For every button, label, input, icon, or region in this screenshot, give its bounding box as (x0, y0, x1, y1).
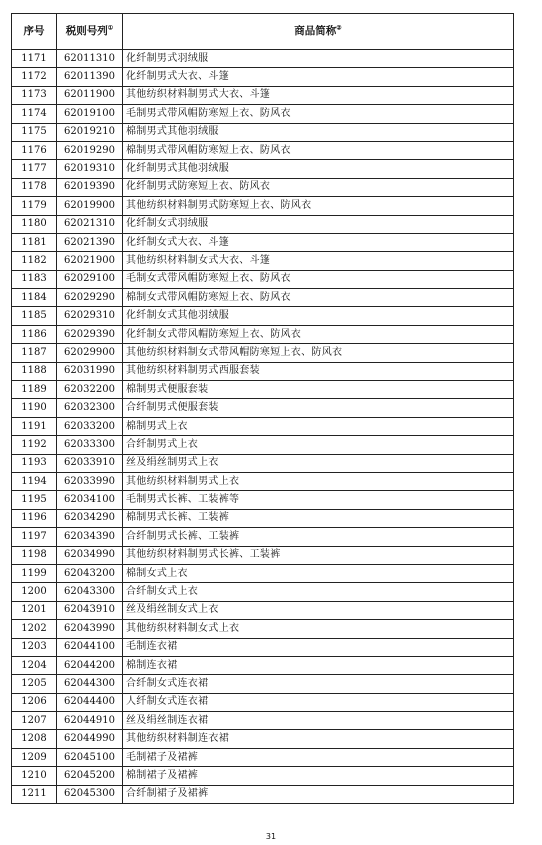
product-name-cell: 合纤制男式便服套装 (123, 399, 514, 417)
table-body (12, 50, 514, 804)
tariff-code-cell: 62033300 (57, 436, 123, 454)
serial-number-cell: 1192 (12, 436, 57, 454)
serial-number-cell: 1185 (12, 307, 57, 325)
serial-number-cell: 1189 (12, 381, 57, 399)
product-name-cell: 人纤制女式连衣裙 (123, 693, 514, 711)
product-name-cell: 棉制连衣裙 (123, 656, 514, 674)
product-name-cell: 其他纺织材料制男式长裤、工装裤 (123, 546, 514, 564)
table-row (12, 68, 514, 86)
tariff-code-cell: 62019290 (57, 141, 123, 159)
product-name-cell: 棉制男式长裤、工装裤 (123, 509, 514, 527)
serial-number-cell: 1177 (12, 160, 57, 178)
header-product-name (123, 14, 514, 50)
table-row (12, 399, 514, 417)
product-name-cell: 丝及绢丝制女式上衣 (123, 601, 514, 619)
serial-number-cell: 1204 (12, 656, 57, 674)
product-name-cell: 其他纺织材料制男式上衣 (123, 472, 514, 490)
product-name-cell: 合纤制男式长裤、工装裤 (123, 528, 514, 546)
product-name-cell: 其他纺织材料制女式带风帽防寒短上衣、防风衣 (123, 344, 514, 362)
table-row (12, 675, 514, 693)
tariff-code-cell: 62032300 (57, 399, 123, 417)
table-row (12, 638, 514, 656)
table-row (12, 50, 514, 68)
product-name-cell: 其他纺织材料制女式上衣 (123, 620, 514, 638)
serial-number-cell: 1190 (12, 399, 57, 417)
product-name-cell: 毛制男式带风帽防寒短上衣、防风衣 (123, 105, 514, 123)
tariff-code-cell: 62034390 (57, 528, 123, 546)
serial-number-cell: 1179 (12, 197, 57, 215)
serial-number-cell: 1182 (12, 252, 57, 270)
tariff-table (11, 13, 514, 804)
tariff-code-cell: 62019900 (57, 197, 123, 215)
tariff-code-cell: 62011900 (57, 86, 123, 104)
serial-number-cell: 1195 (12, 491, 57, 509)
tariff-code-cell: 62043200 (57, 564, 123, 582)
tariff-code-cell: 62045200 (57, 767, 123, 785)
serial-number-cell: 1171 (12, 50, 57, 68)
tariff-code-cell: 62019310 (57, 160, 123, 178)
table-row (12, 381, 514, 399)
tariff-code-cell: 62044990 (57, 730, 123, 748)
product-name-cell: 棉制男式便服套装 (123, 381, 514, 399)
table-row (12, 307, 514, 325)
tariff-code-cell: 62043300 (57, 583, 123, 601)
serial-number-cell: 1181 (12, 233, 57, 251)
tariff-code-cell: 62032200 (57, 381, 123, 399)
tariff-code-cell: 62044400 (57, 693, 123, 711)
table-row (12, 712, 514, 730)
serial-number-cell: 1209 (12, 748, 57, 766)
table-row (12, 417, 514, 435)
product-name-cell: 棉制女式带风帽防寒短上衣、防风衣 (123, 289, 514, 307)
product-name-cell: 棉制男式其他羽绒服 (123, 123, 514, 141)
tariff-code-cell: 62019390 (57, 178, 123, 196)
tariff-code-cell: 62029390 (57, 325, 123, 343)
table-row (12, 730, 514, 748)
table-row (12, 123, 514, 141)
product-name-cell: 化纤制男式防寒短上衣、防风衣 (123, 178, 514, 196)
table-row (12, 178, 514, 196)
tariff-code-cell: 62033200 (57, 417, 123, 435)
product-name-cell: 毛制男式长裤、工装裤等 (123, 491, 514, 509)
table-row (12, 454, 514, 472)
table-row (12, 233, 514, 251)
table-row (12, 362, 514, 380)
table-row (12, 785, 514, 803)
serial-number-cell: 1203 (12, 638, 57, 656)
table-header (12, 14, 514, 50)
product-name-cell: 化纤制男式羽绒服 (123, 50, 514, 68)
tariff-code-cell: 62031990 (57, 362, 123, 380)
footnote-marker-2: ② (336, 24, 342, 32)
product-name-cell: 毛制裙子及裙裤 (123, 748, 514, 766)
table-row (12, 197, 514, 215)
tariff-code-cell: 62045300 (57, 785, 123, 803)
header-product-name-label: 商品简称 (294, 25, 337, 38)
footnote-marker-1: ① (107, 24, 114, 32)
table-row (12, 344, 514, 362)
table-row (12, 767, 514, 785)
product-name-cell: 毛制女式带风帽防寒短上衣、防风衣 (123, 270, 514, 288)
table-row (12, 472, 514, 490)
serial-number-cell: 1205 (12, 675, 57, 693)
product-name-cell: 合纤制女式上衣 (123, 583, 514, 601)
header-serial-number (12, 14, 57, 50)
table-row (12, 564, 514, 582)
serial-number-cell: 1184 (12, 289, 57, 307)
serial-number-cell: 1186 (12, 325, 57, 343)
serial-number-cell: 1191 (12, 417, 57, 435)
tariff-code-cell: 62044100 (57, 638, 123, 656)
table-row (12, 583, 514, 601)
serial-number-cell: 1173 (12, 86, 57, 104)
product-name-cell: 棉制裙子及裙裤 (123, 767, 514, 785)
header-serial-number-label: 序号 (23, 25, 45, 38)
table-row (12, 546, 514, 564)
product-name-cell: 棉制男式带风帽防寒短上衣、防风衣 (123, 141, 514, 159)
tariff-code-cell: 62029900 (57, 344, 123, 362)
tariff-code-cell: 62034990 (57, 546, 123, 564)
table-row (12, 105, 514, 123)
table-row (12, 215, 514, 233)
serial-number-cell: 1208 (12, 730, 57, 748)
table-row (12, 252, 514, 270)
tariff-code-cell: 62044200 (57, 656, 123, 674)
serial-number-cell: 1198 (12, 546, 57, 564)
table-row (12, 693, 514, 711)
tariff-code-cell: 62044300 (57, 675, 123, 693)
tariff-code-cell: 62033990 (57, 472, 123, 490)
product-name-cell: 化纤制男式其他羽绒服 (123, 160, 514, 178)
serial-number-cell: 1206 (12, 693, 57, 711)
product-name-cell: 丝及绢丝制连衣裙 (123, 712, 514, 730)
tariff-code-cell: 62045100 (57, 748, 123, 766)
table-row (12, 141, 514, 159)
table-row (12, 86, 514, 104)
product-name-cell: 其他纺织材料制连衣裙 (123, 730, 514, 748)
tariff-code-cell: 62029290 (57, 289, 123, 307)
product-name-cell: 棉制女式上衣 (123, 564, 514, 582)
tariff-code-cell: 62044910 (57, 712, 123, 730)
serial-number-cell: 1201 (12, 601, 57, 619)
product-name-cell: 化纤制女式其他羽绒服 (123, 307, 514, 325)
product-name-cell: 合纤制女式连衣裙 (123, 675, 514, 693)
product-name-cell: 化纤制女式大衣、斗篷 (123, 233, 514, 251)
tariff-code-cell: 62021390 (57, 233, 123, 251)
serial-number-cell: 1180 (12, 215, 57, 233)
serial-number-cell: 1210 (12, 767, 57, 785)
serial-number-cell: 1172 (12, 68, 57, 86)
serial-number-cell: 1187 (12, 344, 57, 362)
serial-number-cell: 1176 (12, 141, 57, 159)
product-name-cell: 毛制连衣裙 (123, 638, 514, 656)
table-row (12, 509, 514, 527)
serial-number-cell: 1196 (12, 509, 57, 527)
serial-number-cell: 1197 (12, 528, 57, 546)
tariff-code-cell: 62021310 (57, 215, 123, 233)
serial-number-cell: 1200 (12, 583, 57, 601)
product-name-cell: 丝及绢丝制男式上衣 (123, 454, 514, 472)
tariff-code-cell: 62034290 (57, 509, 123, 527)
table-row (12, 270, 514, 288)
serial-number-cell: 1211 (12, 785, 57, 803)
table-row (12, 656, 514, 674)
product-name-cell: 合纤制男式上衣 (123, 436, 514, 454)
table-row (12, 160, 514, 178)
tariff-code-cell: 62043910 (57, 601, 123, 619)
header-tariff-code (57, 14, 123, 50)
tariff-code-cell: 62029100 (57, 270, 123, 288)
serial-number-cell: 1188 (12, 362, 57, 380)
header-row (12, 14, 514, 50)
table-row (12, 491, 514, 509)
serial-number-cell: 1183 (12, 270, 57, 288)
product-name-cell: 其他纺织材料制男式西服套装 (123, 362, 514, 380)
product-name-cell: 其他纺织材料制男式大衣、斗篷 (123, 86, 514, 104)
product-name-cell: 其他纺织材料制男式防寒短上衣、防风衣 (123, 197, 514, 215)
serial-number-cell: 1175 (12, 123, 57, 141)
tariff-code-cell: 62033910 (57, 454, 123, 472)
table-row (12, 601, 514, 619)
product-name-cell: 化纤制女式羽绒服 (123, 215, 514, 233)
table-row (12, 436, 514, 454)
product-name-cell: 合纤制裙子及裙裤 (123, 785, 514, 803)
tariff-code-cell: 62019210 (57, 123, 123, 141)
serial-number-cell: 1193 (12, 454, 57, 472)
product-name-cell: 其他纺织材料制女式大衣、斗篷 (123, 252, 514, 270)
product-name-cell: 化纤制男式大衣、斗篷 (123, 68, 514, 86)
table-row (12, 289, 514, 307)
serial-number-cell: 1174 (12, 105, 57, 123)
serial-number-cell: 1178 (12, 178, 57, 196)
table-row (12, 620, 514, 638)
serial-number-cell: 1202 (12, 620, 57, 638)
serial-number-cell: 1194 (12, 472, 57, 490)
product-name-cell: 棉制男式上衣 (123, 417, 514, 435)
table-row (12, 325, 514, 343)
tariff-code-cell: 62029310 (57, 307, 123, 325)
tariff-code-cell: 62011390 (57, 68, 123, 86)
tariff-code-cell: 62034100 (57, 491, 123, 509)
tariff-code-cell: 62019100 (57, 105, 123, 123)
header-tariff-code-label: 税则号列 (65, 25, 108, 38)
table-row (12, 528, 514, 546)
tariff-code-cell: 62021900 (57, 252, 123, 270)
page-number: 31 (265, 832, 277, 841)
tariff-code-cell: 62011310 (57, 50, 123, 68)
product-name-cell: 化纤制女式带风帽防寒短上衣、防风衣 (123, 325, 514, 343)
serial-number-cell: 1199 (12, 564, 57, 582)
tariff-code-cell: 62043990 (57, 620, 123, 638)
serial-number-cell: 1207 (12, 712, 57, 730)
table-row (12, 748, 514, 766)
